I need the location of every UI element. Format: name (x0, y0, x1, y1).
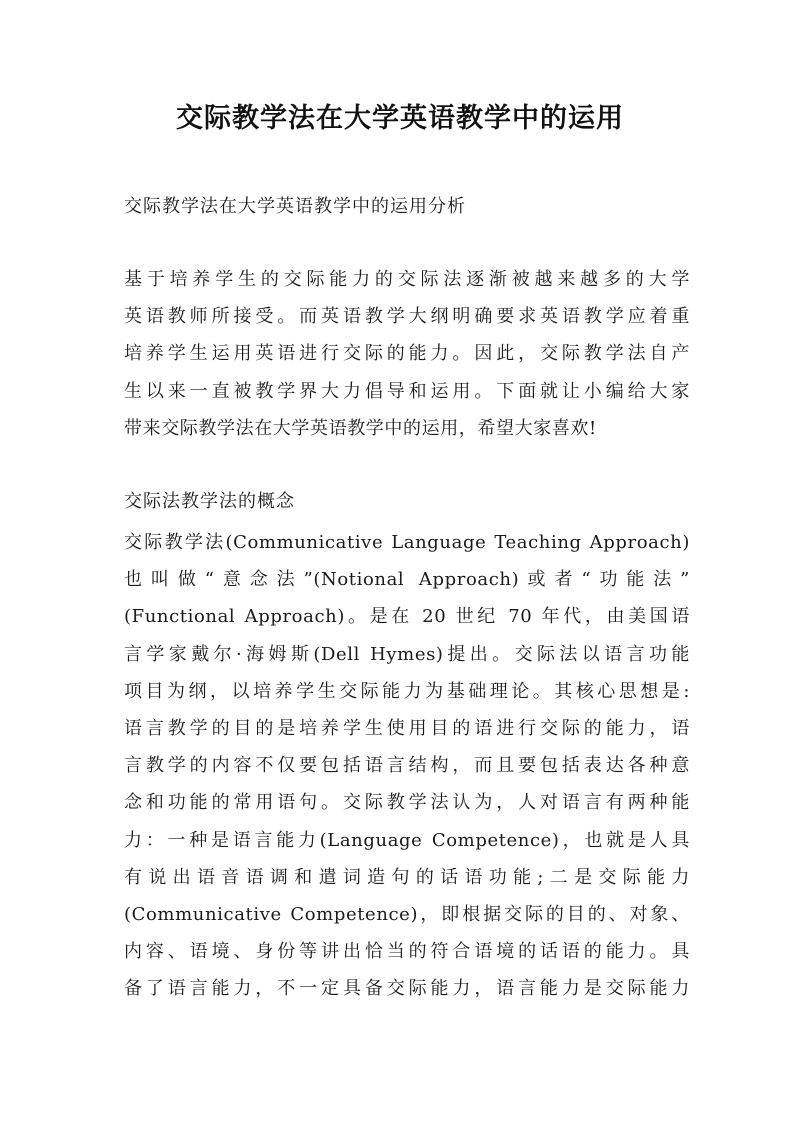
paragraph-line: 备了语言能力，不一定具备交际能力，语言能力是交际能力 (124, 978, 690, 1000)
paragraph-line: 英语教师所接受。而英语教学大纲明确要求英语教学应着重 (124, 306, 690, 328)
paragraph-line: 言学家戴尔·海姆斯(Dell Hymes)提出。交际法以语言功能 (124, 643, 690, 665)
paragraph-line: 项目为纲，以培养学生交际能力为基础理论。其核心思想是: (124, 680, 690, 702)
paragraph-line: 生以来一直被教学界大力倡导和运用。下面就让小编给大家 (124, 380, 690, 402)
section-heading: 交际法教学法的概念 (124, 491, 295, 512)
paragraph-line: 带来交际教学法在大学英语教学中的运用，希望大家喜欢! (124, 417, 597, 439)
paragraph-line: 也叫做“意念法”(Notional Approach)或者“功能法” (124, 569, 690, 591)
paragraph-line: (Communicative Competence)，即根据交际的目的、对象、 (124, 904, 690, 926)
paragraph-line: 交际教学法(Communicative Language Teaching Approach) (124, 532, 690, 553)
paragraph-line: 语言教学的目的是培养学生使用目的语进行交际的能力，语 (124, 718, 690, 740)
document-subtitle: 交际教学法在大学英语教学中的运用分析 (124, 196, 466, 217)
paragraph-line: 有说出语音语调和遣词造句的话语功能;二是交际能力 (124, 866, 690, 888)
paragraph-line: 言教学的内容不仅要包括语言结构，而且要包括表达各种意 (124, 755, 690, 777)
paragraph-line: 培养学生运用英语进行交际的能力。因此，交际教学法自产 (124, 343, 690, 365)
paragraph-line: 内容、语境、身份等讲出恰当的符合语境的话语的能力。具 (124, 941, 690, 963)
paragraph-line: 基于培养学生的交际能力的交际法逐渐被越来越多的大学 (124, 269, 690, 290)
paragraph-line: 念和功能的常用语句。交际教学法认为，人对语言有两种能 (124, 792, 690, 814)
paragraph-line: (Functional Approach)。是在 20 世纪 70 年代，由美国语 (124, 606, 690, 628)
document-title: 交际教学法在大学英语教学中的运用 (176, 103, 624, 134)
paragraph-line: 力：一种是语言能力(Language Competence)，也就是人具 (124, 829, 690, 851)
body-paragraph (124, 524, 690, 1008)
intro-paragraph (124, 261, 690, 447)
